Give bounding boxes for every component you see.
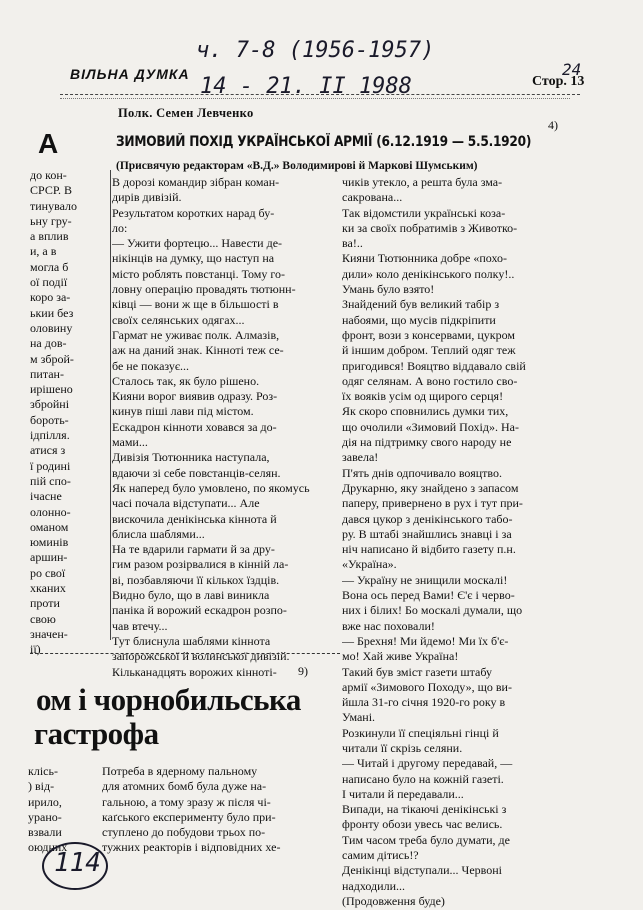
handwritten-date: 14 - 21. II 1988 <box>200 74 412 99</box>
column-2-line: — Читай і другому передавай, — <box>342 756 513 771</box>
column-2-line: Розкинули її спеціяльні гінці й <box>342 725 499 740</box>
column-1-line: Кияни ворог виявив одразу. Роз- <box>112 389 278 404</box>
column-2-line: написано було на кожній газеті. <box>342 771 504 786</box>
left-fragment-line: пій спо- <box>30 473 71 488</box>
column-2-line: Знайдений був великий табір з <box>342 297 500 312</box>
column-1-line: мами... <box>112 435 148 450</box>
column-1-line: блисла шаблями... <box>112 526 205 541</box>
left-fragment-line: до кон- <box>30 168 67 182</box>
left-fragment-column <box>30 168 104 658</box>
column-1-line: аж на даний знак. Кінноті теж се- <box>112 343 284 358</box>
column-2-line: фронт, вози з консервами, цукром <box>342 327 515 342</box>
column-1-line: Видно було, що в лаві виникла <box>112 588 270 603</box>
column-2-line: ру. В штабі знайшлись знавці і за <box>342 526 512 541</box>
second-left-fragment-line: урано- <box>28 809 62 824</box>
column-2-line: дія на підтримку свого народу не <box>342 435 512 450</box>
article-title: ЗИМОВИЙ ПОХІД УКРАЇНСЬКОЇ АРМІЇ (6.12.1919 — 5.5.1920) <box>116 134 532 150</box>
left-fragment-line: и, а в <box>30 244 57 259</box>
column-1-line: Ескадрон кінноти ховався за до- <box>112 419 277 434</box>
article-column-1 <box>112 175 338 680</box>
column-2-line: їх вояків усім од щирого серця! <box>342 389 504 404</box>
left-fragment-line: бороть- <box>30 412 69 427</box>
column-2-line: дався цукор з денікінського табо- <box>342 511 513 526</box>
column-2-line: сакрована... <box>342 190 403 205</box>
handwritten-issue: ч. 7-8 (1956-1957) <box>196 38 435 63</box>
archive-number: 114 <box>54 848 101 878</box>
second-column-1-line: ступлено до побудови трьох по- <box>102 825 266 840</box>
column-1-line: Результатом коротких нарад бу- <box>112 205 275 220</box>
second-left-fragment-line: ) від- <box>28 779 55 794</box>
column-2-line: ва!.. <box>342 236 363 251</box>
second-column-1-line: тужних реакторів і відповідних хе- <box>102 840 281 855</box>
column-2-line: ки за своїх побратимів з Животко- <box>342 220 518 235</box>
column-1-line: Сталось так, як було рішено. <box>112 373 260 388</box>
column-2-line: І читали й передавали... <box>342 786 464 801</box>
column-1-line: В дорозі командир зібран коман- <box>112 175 280 189</box>
paper-name: ВІЛЬНА ДУМКА <box>70 66 190 82</box>
column-2-line: Тим часом треба було думати, де <box>342 832 510 847</box>
second-left-fragment-line: оюдних <box>28 840 68 855</box>
column-1-line: нікінців на думку, що наступ на <box>112 251 275 266</box>
left-fragment-line: коро за- <box>30 290 71 305</box>
column-1-line: — Ужити фортецю... Навести де- <box>112 236 283 251</box>
column-2-line: фронту обози увесь час велись. <box>342 817 503 832</box>
column-1-line: чав втечу... <box>112 618 168 633</box>
left-fragment-line: оманом <box>30 519 69 534</box>
left-fragment-line: ро свої <box>30 565 66 580</box>
column-2-line: Так відомстили українські коза- <box>342 205 506 220</box>
second-article-left-fragment <box>28 764 98 856</box>
left-fragment-line: збройні <box>30 397 70 412</box>
left-fragment-line: свою <box>30 611 56 626</box>
left-fragment-line: оловину <box>30 320 73 335</box>
column-1-line: паніка й ворожий ескадрон розпо- <box>112 603 287 618</box>
left-fragment-line: ії) <box>30 642 41 657</box>
left-fragment-line: олонно- <box>30 504 71 519</box>
second-article-title-line1: ом і чорнобильська <box>36 682 301 717</box>
left-fragment-line: ьну гру- <box>30 213 72 228</box>
column-2-line: й іншим добром. Теплий одяг теж <box>342 343 516 358</box>
column-1-line: Як наперед було умовлено, по якомусь <box>112 480 310 495</box>
column-1-line: бе не показує... <box>112 358 190 373</box>
column-2-line: армії «Зимового Походу», що ви- <box>342 679 512 694</box>
left-fragment-line: могла б <box>30 259 69 274</box>
column-1-line: Кільканадцять ворожих кінноті- <box>112 664 277 679</box>
column-2-line: Денікінці відступали... Червоні <box>342 863 503 878</box>
second-article-marker: 9) <box>298 664 308 678</box>
column-2-line: завела! <box>342 450 379 465</box>
column-1-line: ло: <box>112 220 128 235</box>
left-fragment-line: ькии без <box>30 305 74 320</box>
column-2-line: самим дітись!? <box>342 848 419 863</box>
column-2-line: чиків утекло, а решта була зма- <box>342 175 503 189</box>
col-marker: 4) <box>548 118 558 132</box>
column-1-line: дирів дивізій. <box>112 190 182 205</box>
column-2-line: — Україну не знищили москалі! <box>342 572 508 587</box>
column-1-line: На те вдарили гармати й за дру- <box>112 542 275 557</box>
column-1-line: ловну операцію провадять тютюнн- <box>112 282 296 297</box>
column-2-line: читали її скрізь селяни. <box>342 740 463 755</box>
column-2-line: що очолили «Зимовий Похід». На- <box>342 419 519 434</box>
column-2-line: Вона ось перед Вами! Є'є і черво- <box>342 588 515 603</box>
second-left-fragment-line: ирило, <box>28 794 62 809</box>
column-2-line: Як скоро сповнились думки тих, <box>342 404 509 419</box>
left-fragment-line: значен- <box>30 626 68 641</box>
column-1-line: ві, позбавляючи її кількох їздців. <box>112 572 280 587</box>
left-fragment-line: проти <box>30 596 60 611</box>
column-2-line: (Продовження буде) <box>342 893 445 908</box>
second-left-fragment-line: клісь- <box>28 764 58 778</box>
column-2-line: набоями, що мусів підкріпити <box>342 312 496 327</box>
left-fragment-line: хканих <box>30 581 66 596</box>
column-1-line: гим разом розірвалися в кінній ла- <box>112 557 289 572</box>
column-1-line: Дивізія Тютюнника наступала, <box>112 450 270 465</box>
column-2-line: пригодився! Вояцтво віддавало свій <box>342 358 526 373</box>
column-2-line: вже нас поховали! <box>342 618 435 633</box>
column-1-line: місто роблять повстанці. Тому го- <box>112 266 286 281</box>
second-article-title-line2: гастрофа <box>34 716 159 751</box>
column-2-line: одяг селянам. А воно гостило сво- <box>342 373 518 388</box>
handwritten-corner: 24 <box>562 60 582 79</box>
column-2-line: Кияни Тютюнника добре «похо- <box>342 251 507 266</box>
column-1-line: своїх селянських одягах... <box>112 312 245 327</box>
column-2-line: Умань було взято! <box>342 282 435 297</box>
left-fragment-line: ідпілля. <box>30 428 70 443</box>
left-big-letter: А <box>38 128 59 159</box>
left-fragment-line: ї родині <box>30 458 71 473</box>
article-byline: Полк. Семен Левченко <box>118 106 254 120</box>
column-2-line: мо! Хай живе Україна! <box>342 649 459 664</box>
column-divider-left <box>110 170 111 640</box>
left-fragment-line: юминів <box>30 535 69 550</box>
left-fragment-line: ої події <box>30 275 68 290</box>
left-fragment-line: ирішено <box>30 382 73 397</box>
column-2-line: «Україна». <box>342 557 397 572</box>
column-1-line: кинув піші лави під містом. <box>112 404 254 419</box>
column-1-line: вдаючи зі себе повстанців-селян. <box>112 465 281 480</box>
second-column-1-line: гальною, а тому зразу ж після чі- <box>102 794 271 809</box>
section-separator <box>30 653 340 654</box>
column-2-line: Випади, на тікаючі денікінські з <box>342 802 507 817</box>
left-fragment-line: СРСР. В <box>30 183 73 198</box>
column-2-line: паперу, привернено в рух і тут при- <box>342 496 523 511</box>
second-column-1-line: Потреба в ядерному пальному <box>102 764 258 778</box>
column-1-line: Гармат не уживає полк. Алмазів, <box>112 327 280 342</box>
column-2-line: — Брехня! Ми йдемо! Ми їх б'є- <box>342 633 509 648</box>
article-column-2 <box>342 175 568 909</box>
left-fragment-line: ічасне <box>30 489 62 504</box>
column-2-line: Такий був зміст газети штабу <box>342 664 492 679</box>
left-fragment-line: м зброй- <box>30 351 74 366</box>
page-label: Стор. 13 <box>532 74 585 89</box>
column-1-line: ківці — вони ж ще в більшості в <box>112 297 279 312</box>
left-fragment-line: тинувало <box>30 198 78 213</box>
column-2-line: П'ять днів одпочивало вояцтво. <box>342 465 502 480</box>
column-1-line: Тут блиснула шаблями кіннота <box>112 633 271 648</box>
second-left-fragment-line: взвали <box>28 825 62 840</box>
column-2-line: дили» коло денікінського полку!.. <box>342 266 515 281</box>
column-1-line: вискочила денікінська кіннота й <box>112 511 277 526</box>
second-article-column-1 <box>102 764 334 856</box>
column-2-line: них і білих! Бо москалі думали, що <box>342 603 523 618</box>
column-1-line: часі почала відступати... Але <box>112 496 260 511</box>
column-2-line: Умані. <box>342 710 376 725</box>
second-column-1-line: для атомних бомб була дуже на- <box>102 779 267 794</box>
second-column-1-line: каґського експерименту було при- <box>102 809 276 824</box>
header-rule-2 <box>60 98 570 99</box>
left-fragment-line: питан- <box>30 366 64 381</box>
left-fragment-line: на дов- <box>30 336 67 351</box>
column-2-line: ніч написано й відбито газету п.н. <box>342 542 516 557</box>
column-1-line: запорожської й волинської дивізій. <box>112 649 290 664</box>
left-fragment-line: аршин- <box>30 550 68 565</box>
left-fragment-line: а вплив <box>30 229 69 244</box>
column-2-line: йшла 31-го січня 1920-го року в <box>342 695 506 710</box>
left-fragment-line: атися з <box>30 443 66 458</box>
column-2-line: Друкарню, яку знайдено з запасом <box>342 480 519 495</box>
column-2-line: надходили... <box>342 878 405 893</box>
header-rule <box>60 94 580 95</box>
article-dedication: (Присвячую редакторам «В.Д.» Володимирові й Маркові Шумським) <box>116 160 478 172</box>
